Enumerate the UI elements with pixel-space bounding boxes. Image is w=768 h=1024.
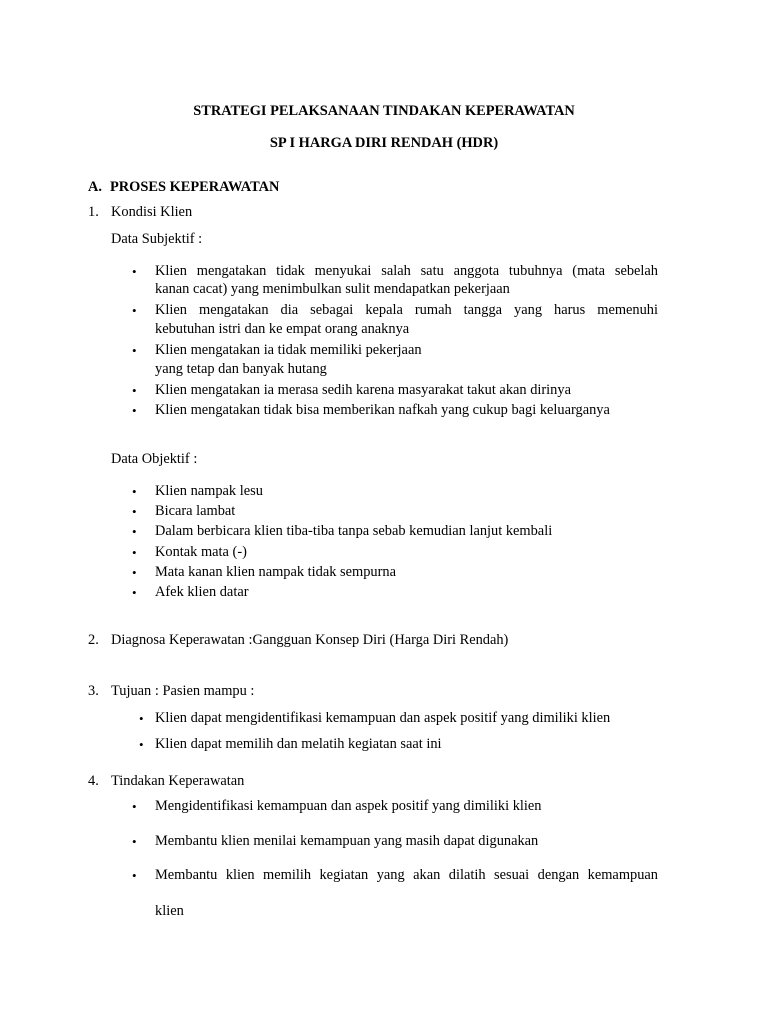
bullet: • (132, 343, 137, 358)
tujuan-item-1: Klien dapat mengidentifikasi kemampuan dan aspek positif yang dimiliki klien (155, 710, 611, 726)
subjektif-item-2-line-1: Klien mengatakan dia sebagai kepala rumah tangga yang harus memenuhi (155, 302, 658, 318)
item-1-label: Kondisi Klien (111, 204, 193, 220)
data-objektif-heading: Data Objektif : (111, 451, 198, 467)
bullet: • (132, 799, 137, 814)
bullet: • (132, 504, 137, 519)
objektif-item-4: Kontak mata (-) (155, 544, 247, 560)
section-a-marker: A. (88, 179, 102, 195)
item-4-label: Tindakan Keperawatan (111, 773, 245, 789)
item-2-marker: 2. (88, 632, 99, 648)
document-subtitle: SP I HARGA DIRI RENDAH (HDR) (269, 135, 499, 151)
objektif-item-3: Dalam berbicara klien tiba-tiba tanpa sebab kemudian lanjut kembali (155, 523, 553, 539)
tindakan-item-1: Mengidentifikasi kemampuan dan aspek positif yang dimiliki klien (155, 798, 542, 814)
data-subjektif-heading: Data Subjektif : (111, 231, 203, 247)
bullet: • (132, 303, 137, 318)
subjektif-item-1-line-1: Klien mengatakan tidak menyukai salah satu anggota tubuhnya (mata sebelah (155, 263, 658, 279)
objektif-item-5: Mata kanan klien nampak tidak sempurna (155, 564, 396, 580)
bullet: • (139, 711, 144, 726)
item-2-label: Diagnosa Keperawatan :Gangguan Konsep Diri (Harga Diri Rendah) (111, 632, 509, 648)
bullet: • (132, 403, 137, 418)
item-3-marker: 3. (88, 683, 99, 699)
subjektif-item-3-line-2: yang tetap dan banyak hutang (155, 361, 327, 377)
bullet: • (132, 565, 137, 580)
objektif-item-6: Afek klien datar (155, 584, 249, 600)
bullet: • (132, 383, 137, 398)
subjektif-item-1-line-2: kanan cacat) yang menimbulkan sulit mendapatkan pekerjaan (155, 281, 510, 297)
subjektif-item-4: Klien mengatakan ia merasa sedih karena masyarakat takut akan dirinya (155, 382, 571, 398)
bullet: • (132, 868, 137, 883)
bullet: • (132, 264, 137, 279)
tujuan-item-2: Klien dapat memilih dan melatih kegiatan saat ini (155, 736, 442, 752)
tindakan-item-3-line-2: klien (155, 903, 184, 919)
bullet: • (132, 484, 137, 499)
item-4-marker: 4. (88, 773, 99, 789)
bullet: • (132, 545, 137, 560)
objektif-item-1: Klien nampak lesu (155, 483, 263, 499)
document-title: STRATEGI PELAKSANAAN TINDAKAN KEPERAWATAN (193, 103, 575, 119)
subjektif-item-3-line-1: Klien mengatakan ia tidak memiliki pekerjaan (155, 342, 422, 358)
objektif-item-2: Bicara lambat (155, 503, 236, 519)
item-3-label: Tujuan : Pasien mampu : (111, 683, 255, 699)
bullet: • (132, 585, 137, 600)
bullet: • (132, 524, 137, 539)
bullet: • (139, 737, 144, 752)
section-a-heading: PROSES KEPERAWATAN (110, 179, 280, 195)
bullet: • (132, 834, 137, 849)
tindakan-item-3-line-1: Membantu klien memilih kegiatan yang akan dilatih sesuai dengan kemampuan (155, 867, 658, 883)
subjektif-item-2-line-2: kebutuhan istri dan ke empat orang anaknya (155, 321, 410, 337)
subjektif-item-5: Klien mengatakan tidak bisa memberikan nafkah yang cukup bagi keluarganya (155, 402, 610, 418)
tindakan-item-2: Membantu klien menilai kemampuan yang masih dapat digunakan (155, 833, 539, 849)
item-1-marker: 1. (88, 204, 99, 220)
